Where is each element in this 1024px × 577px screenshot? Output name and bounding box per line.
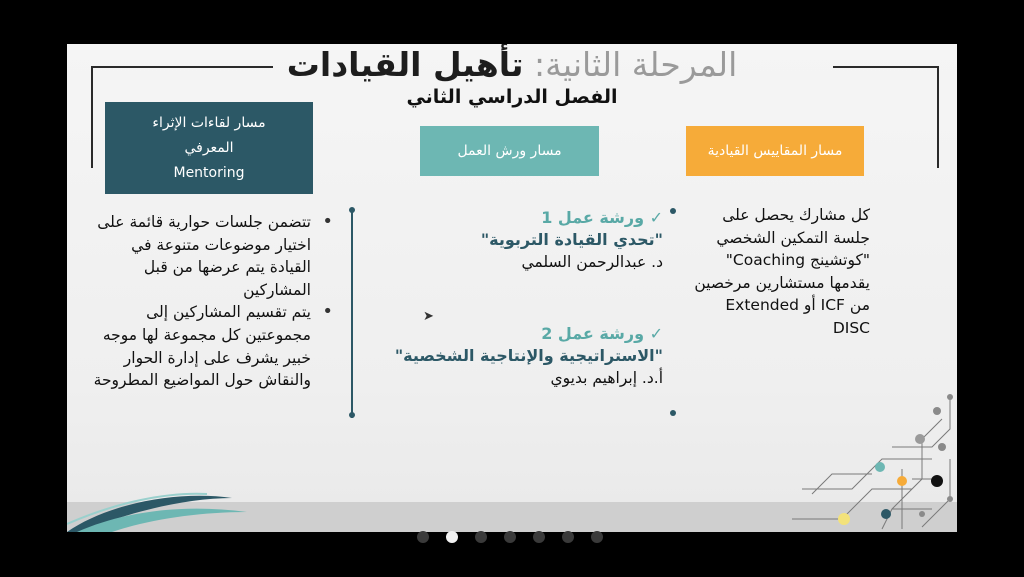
mentoring-label-3: Mentoring — [173, 164, 245, 181]
page-dot-4[interactable] — [504, 531, 516, 543]
workshops-track-box — [420, 126, 599, 176]
page-dot-6[interactable] — [562, 531, 574, 543]
workshop-topic: "الاستراتيجية والإنتاجية الشخصية" — [394, 346, 663, 365]
divider-dot — [670, 410, 676, 416]
mentoring-label-1: مسار لقاءات الإثراء — [152, 114, 266, 131]
slide-title — [67, 46, 957, 84]
timeline-dot — [349, 412, 355, 418]
workshop-item — [383, 207, 663, 273]
wave-decoration — [67, 484, 267, 532]
mentoring-point: • يتم تقسيم المشاركين إلى مجموعتين كل مجموعة لها موجه خبير يشرف على إدارة الحوار والنقاش حول المواضيع المطروحة — [85, 301, 311, 391]
workshop-item — [383, 323, 663, 389]
workshop-presenter: د. عبدالرحمن السلمي — [521, 253, 663, 271]
page-dot-1[interactable] — [417, 531, 429, 543]
slide-pagination — [0, 531, 1024, 545]
page-dot-3[interactable] — [475, 531, 487, 543]
check-icon: ✓ — [649, 324, 663, 343]
presentation-slide — [67, 44, 957, 532]
workshops-label: مسار ورش العمل — [457, 142, 562, 159]
timeline-line — [351, 210, 353, 418]
mentoring-label-2: المعرفي — [184, 139, 234, 156]
workshop-presenter: أ.د. إبراهيم بديوي — [550, 369, 663, 387]
page-dot-7[interactable] — [591, 531, 603, 543]
measures-track-box — [686, 126, 864, 176]
page-dot-2[interactable] — [446, 531, 458, 543]
title-phase: المرحلة الثانية: — [534, 45, 738, 84]
title-main: تأهيل القيادات — [286, 45, 524, 84]
timeline-dot — [349, 207, 355, 213]
circuit-decoration — [772, 389, 957, 532]
mentoring-point: • تتضمن جلسات حوارية قائمة على اختيار موضوعات متنوعة في القيادة يتم عرضها من قبل المشاركين — [85, 211, 311, 301]
slide-subtitle: الفصل الدراسي الثاني — [406, 86, 618, 108]
divider-dot — [670, 208, 676, 214]
measures-label: مسار المقاييس القيادية — [707, 142, 843, 159]
workshop-heading: ورشة عمل 1 — [541, 208, 645, 227]
mentoring-points — [85, 211, 311, 392]
cursor-icon: ➤ — [423, 309, 434, 324]
check-icon: ✓ — [649, 208, 663, 227]
measures-description: كل مشارك يحصل على جلسة التمكين الشخصي "كوتشينج Coaching" يقدمها مستشارين مرخصين من ICF أو Extended DISC — [694, 206, 870, 337]
workshop-topic: "تحدي القيادة التربوية" — [480, 230, 663, 249]
mentoring-track-box — [105, 102, 313, 194]
workshop-heading: ورشة عمل 2 — [541, 324, 645, 343]
page-dot-5[interactable] — [533, 531, 545, 543]
